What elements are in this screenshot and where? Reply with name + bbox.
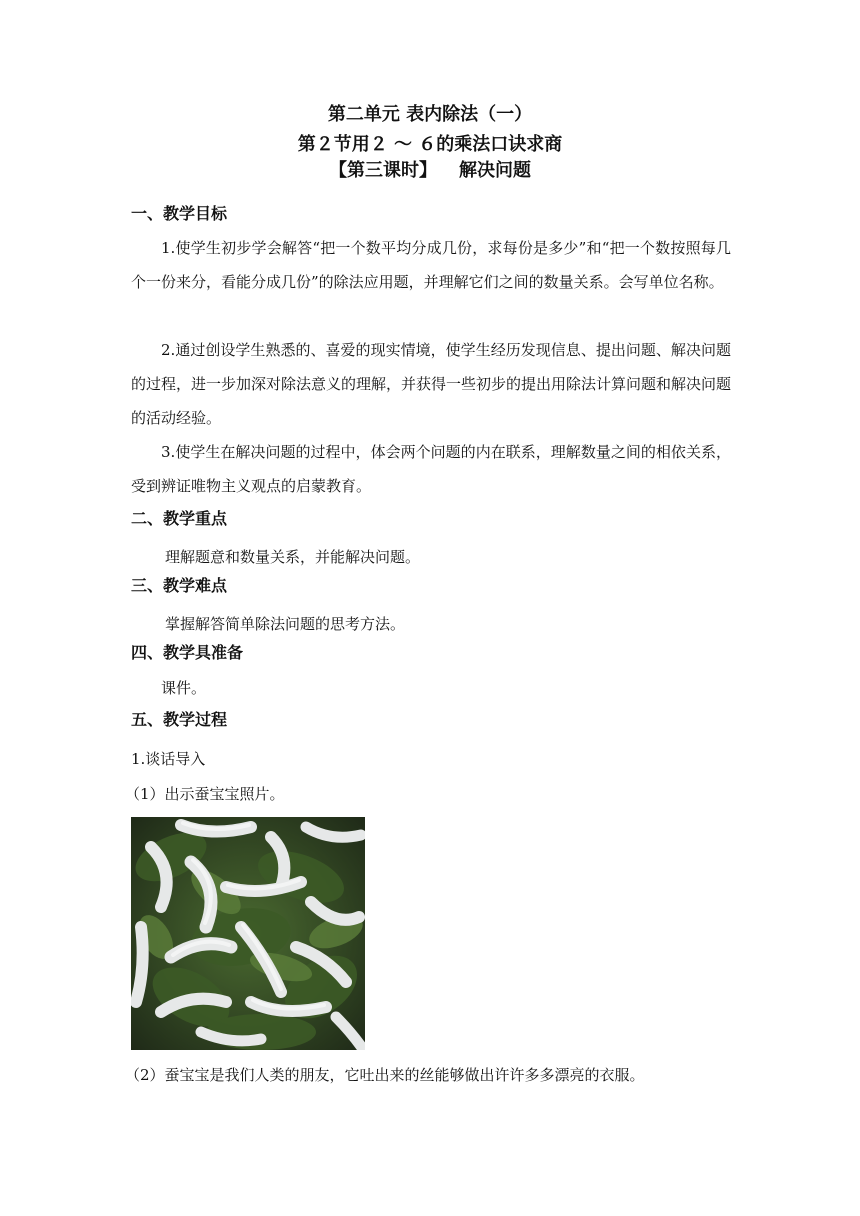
goal-item-1-text: 1.使学生初步学会解答“把一个数平均分成几份，求每份是多少”和“把一个数按照每几个一份来分，看能分成几份”的除法应用题，并理解它们之间的数量关系。会写单位名称。 [131,239,731,291]
key-points-text: 理解题意和数量关系，并能解决问题。 [165,548,421,566]
lesson-title [0,159,860,183]
goals-heading: 一、教学目标 [131,204,228,223]
goal-item-2 [131,333,731,435]
materials-heading: 四、教学具准备 [131,643,244,662]
key-points-heading: 二、教学重点 [131,509,228,528]
process-sub-2: （2）蚕宝宝是我们人类的朋友，它吐出来的丝能够做出许许多多漂亮的衣服。 [125,1066,645,1084]
lesson-topic: 解决问题 [459,160,531,181]
process-step-1: 1.谈话导入 [131,750,206,768]
goal-item-1 [131,231,731,299]
difficulties-text: 掌握解答简单除法问题的思考方法。 [165,615,406,633]
materials-text: 课件。 [161,679,207,697]
silkworm-illustration [131,817,365,1050]
silkworm-photo [131,817,365,1050]
section-title: 第２节用２ ～ ６的乘法口诀求商 [297,134,563,155]
lesson-bracket: 【第三课时】 [329,160,437,181]
goal-item-3-text: 3.使学生在解决问题的过程中，体会两个问题的内在联系，理解数量之间的相依关系，受到辨证唯物主义观点的启蒙教育。 [131,443,731,495]
unit-title: 第二单元 表内除法（一） [327,104,533,125]
process-heading: 五、教学过程 [131,710,228,729]
process-sub-1: （1）出示蚕宝宝照片。 [125,785,285,803]
goal-item-2-text: 2.通过创设学生熟悉的、喜爱的现实情境，使学生经历发现信息、提出问题、解决问题的过程，进一步加深对除法意义的理解，并获得一些初步的提出用除法计算问题和解决问题的活动经验。 [131,341,732,427]
goal-item-3 [131,435,731,503]
difficulties-heading: 三、教学难点 [131,576,228,595]
